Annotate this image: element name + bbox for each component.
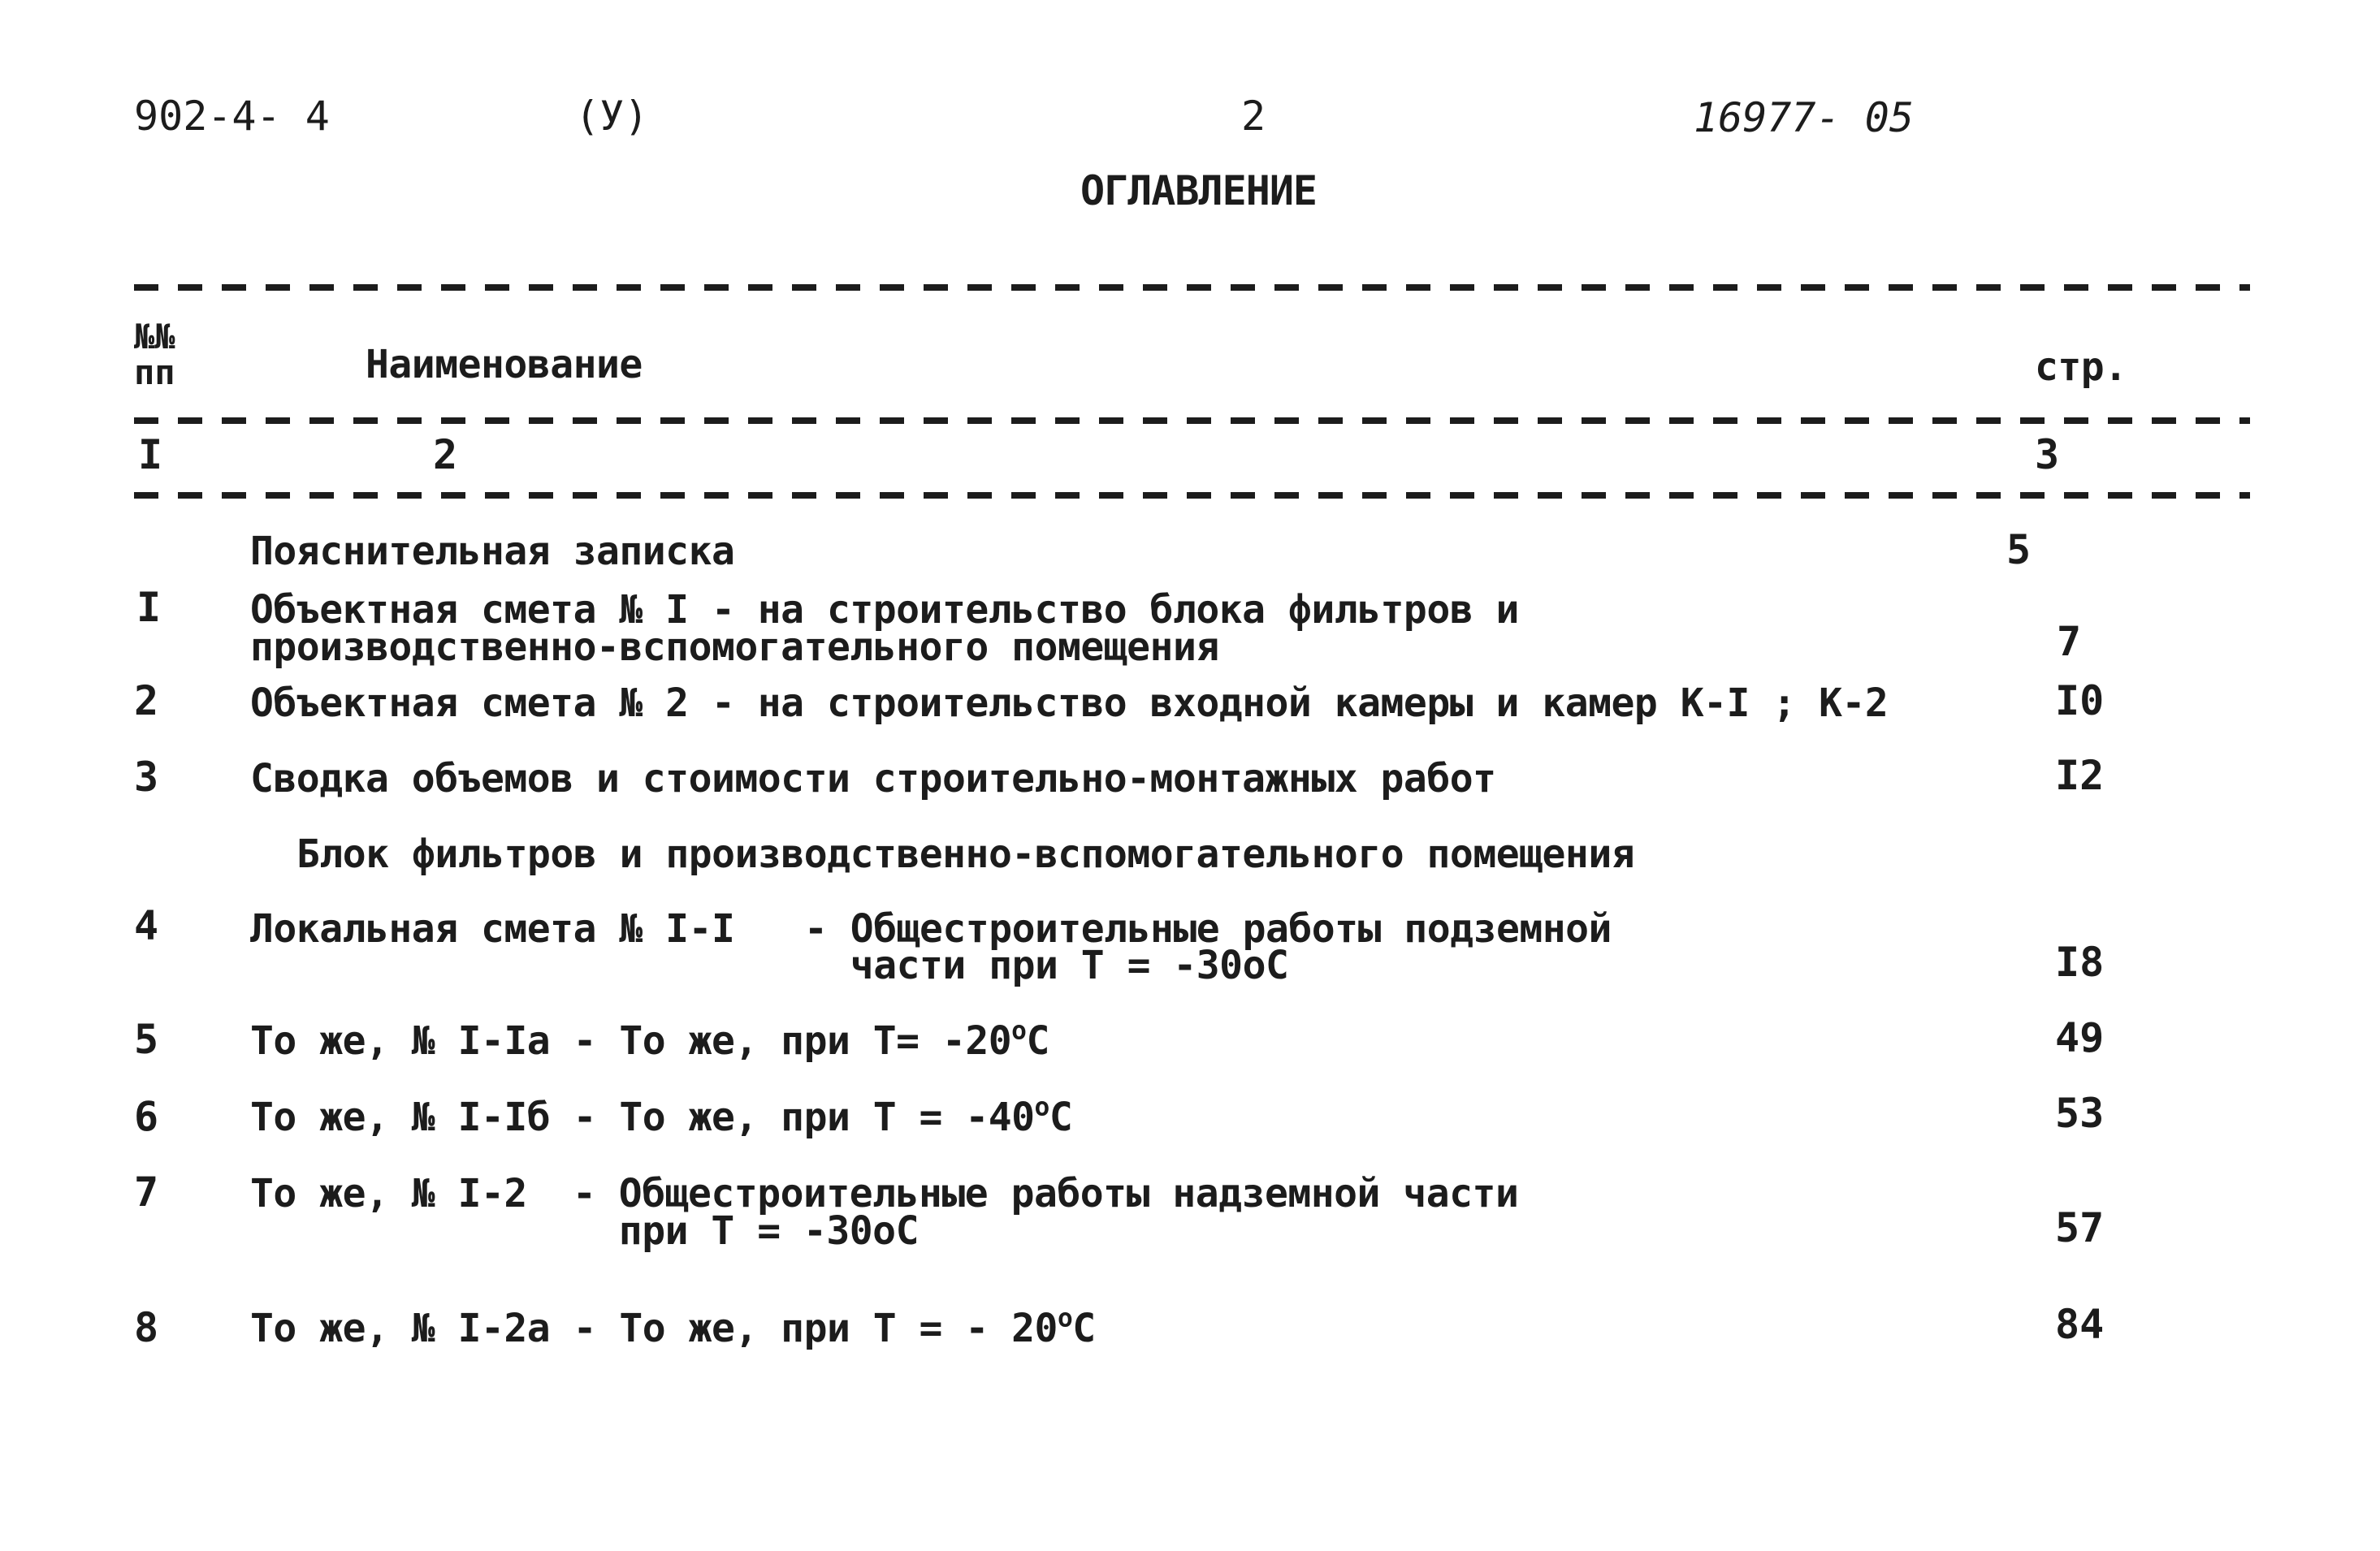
degree-sign: о [1011,1016,1027,1046]
toc-page-7: 57 [2055,1204,2105,1251]
toc-row-name-4-line1: - Общестроительные работы подземной [804,906,1612,952]
toc-row-number-3: 3 [134,754,159,801]
toc-row-name-7-line2: при Т = -30оС [573,1208,919,1254]
toc-page-1: 7 [2057,618,2082,665]
header-bottom-rule [134,417,2250,424]
toc-row-name-7-part-a: То же, № I-2 [250,1171,527,1216]
toc-row-name-2: Объектная смета № 2 - на строительство входной камеры и камер К-I ; К-2 [250,680,1889,726]
variant-mark: (У) [575,93,649,140]
column-number-2: 2 [433,431,458,478]
toc-row-name-1-line1: Объектная смета № I - на строительство блока фильтров и [250,587,1519,633]
series-code: 902-4- 4 [134,93,330,140]
toc-row-name-5-text: То же, № I-Iа - То же, при Т= -20 [250,1018,1012,1064]
column-header-page: стр. [2035,344,2127,390]
toc-row-name-7-line1: - Общестроительные работы надземной части [573,1171,1519,1216]
section-heading: Блок фильтров и производственно-вспомогательного помещения [296,832,1635,877]
toc-row-name-6-text: То же, № I-Iб - То же, при Т = -40 [250,1095,1035,1140]
column-header-number-top: №№ [134,317,175,356]
toc-row-name-6 [250,1092,1073,1140]
table-top-rule [134,284,2250,291]
toc-row-name-4-part-a: Локальная смета № I-I [250,906,735,952]
toc-row-number-8: 8 [134,1304,159,1351]
toc-row-number-7: 7 [134,1169,159,1216]
column-number-3: 3 [2035,431,2060,478]
column-header-name: Наименование [366,342,643,387]
column-header-number [134,319,175,391]
column-numbers-bottom-rule [134,492,2250,499]
toc-row-name-5 [250,1016,1049,1064]
toc-row-name-8-text: То же, № I-2а - То же, при Т = - 20 [250,1306,1058,1351]
toc-row-number-6: 6 [134,1093,159,1140]
toc-row-name-8 [250,1303,1096,1351]
toc-page-3: I2 [2055,752,2105,799]
column-number-1: I [138,431,163,478]
column-header-number-bottom: пп [134,352,175,393]
toc-row-number-4: 4 [134,902,159,949]
toc-row-name-6-unit: С [1049,1095,1073,1140]
toc-row-explanatory-note: Пояснительная записка [250,529,735,574]
toc-row-name-1-line2: производственно-вспомогательного помещения [250,624,1219,670]
page-number: 2 [1241,93,1266,140]
toc-page-2: I0 [2055,677,2105,724]
toc-row-number-1: I [136,584,162,631]
toc-page-6: 53 [2055,1090,2105,1137]
page-title: ОГЛАВЛЕНИЕ [1080,167,1318,214]
toc-row-number-5: 5 [134,1016,159,1063]
document-code: 16977- 05 [1694,94,1914,141]
degree-sign: о [1034,1092,1049,1122]
toc-row-name-3: Сводка объемов и стоимости строительно-монтажных работ [250,756,1496,801]
degree-sign: о [1057,1303,1073,1333]
toc-page-explanatory-note: 5 [2006,526,2032,573]
toc-row-name-4-line2: части при Т = -30оС [804,943,1289,988]
toc-page-8: 84 [2055,1301,2105,1348]
toc-row-number-2: 2 [134,677,159,724]
toc-row-name-5-unit: С [1026,1018,1049,1064]
toc-row-name-8-unit: С [1072,1306,1096,1351]
toc-page-5: 49 [2055,1014,2105,1061]
toc-page-4: I8 [2055,939,2105,986]
